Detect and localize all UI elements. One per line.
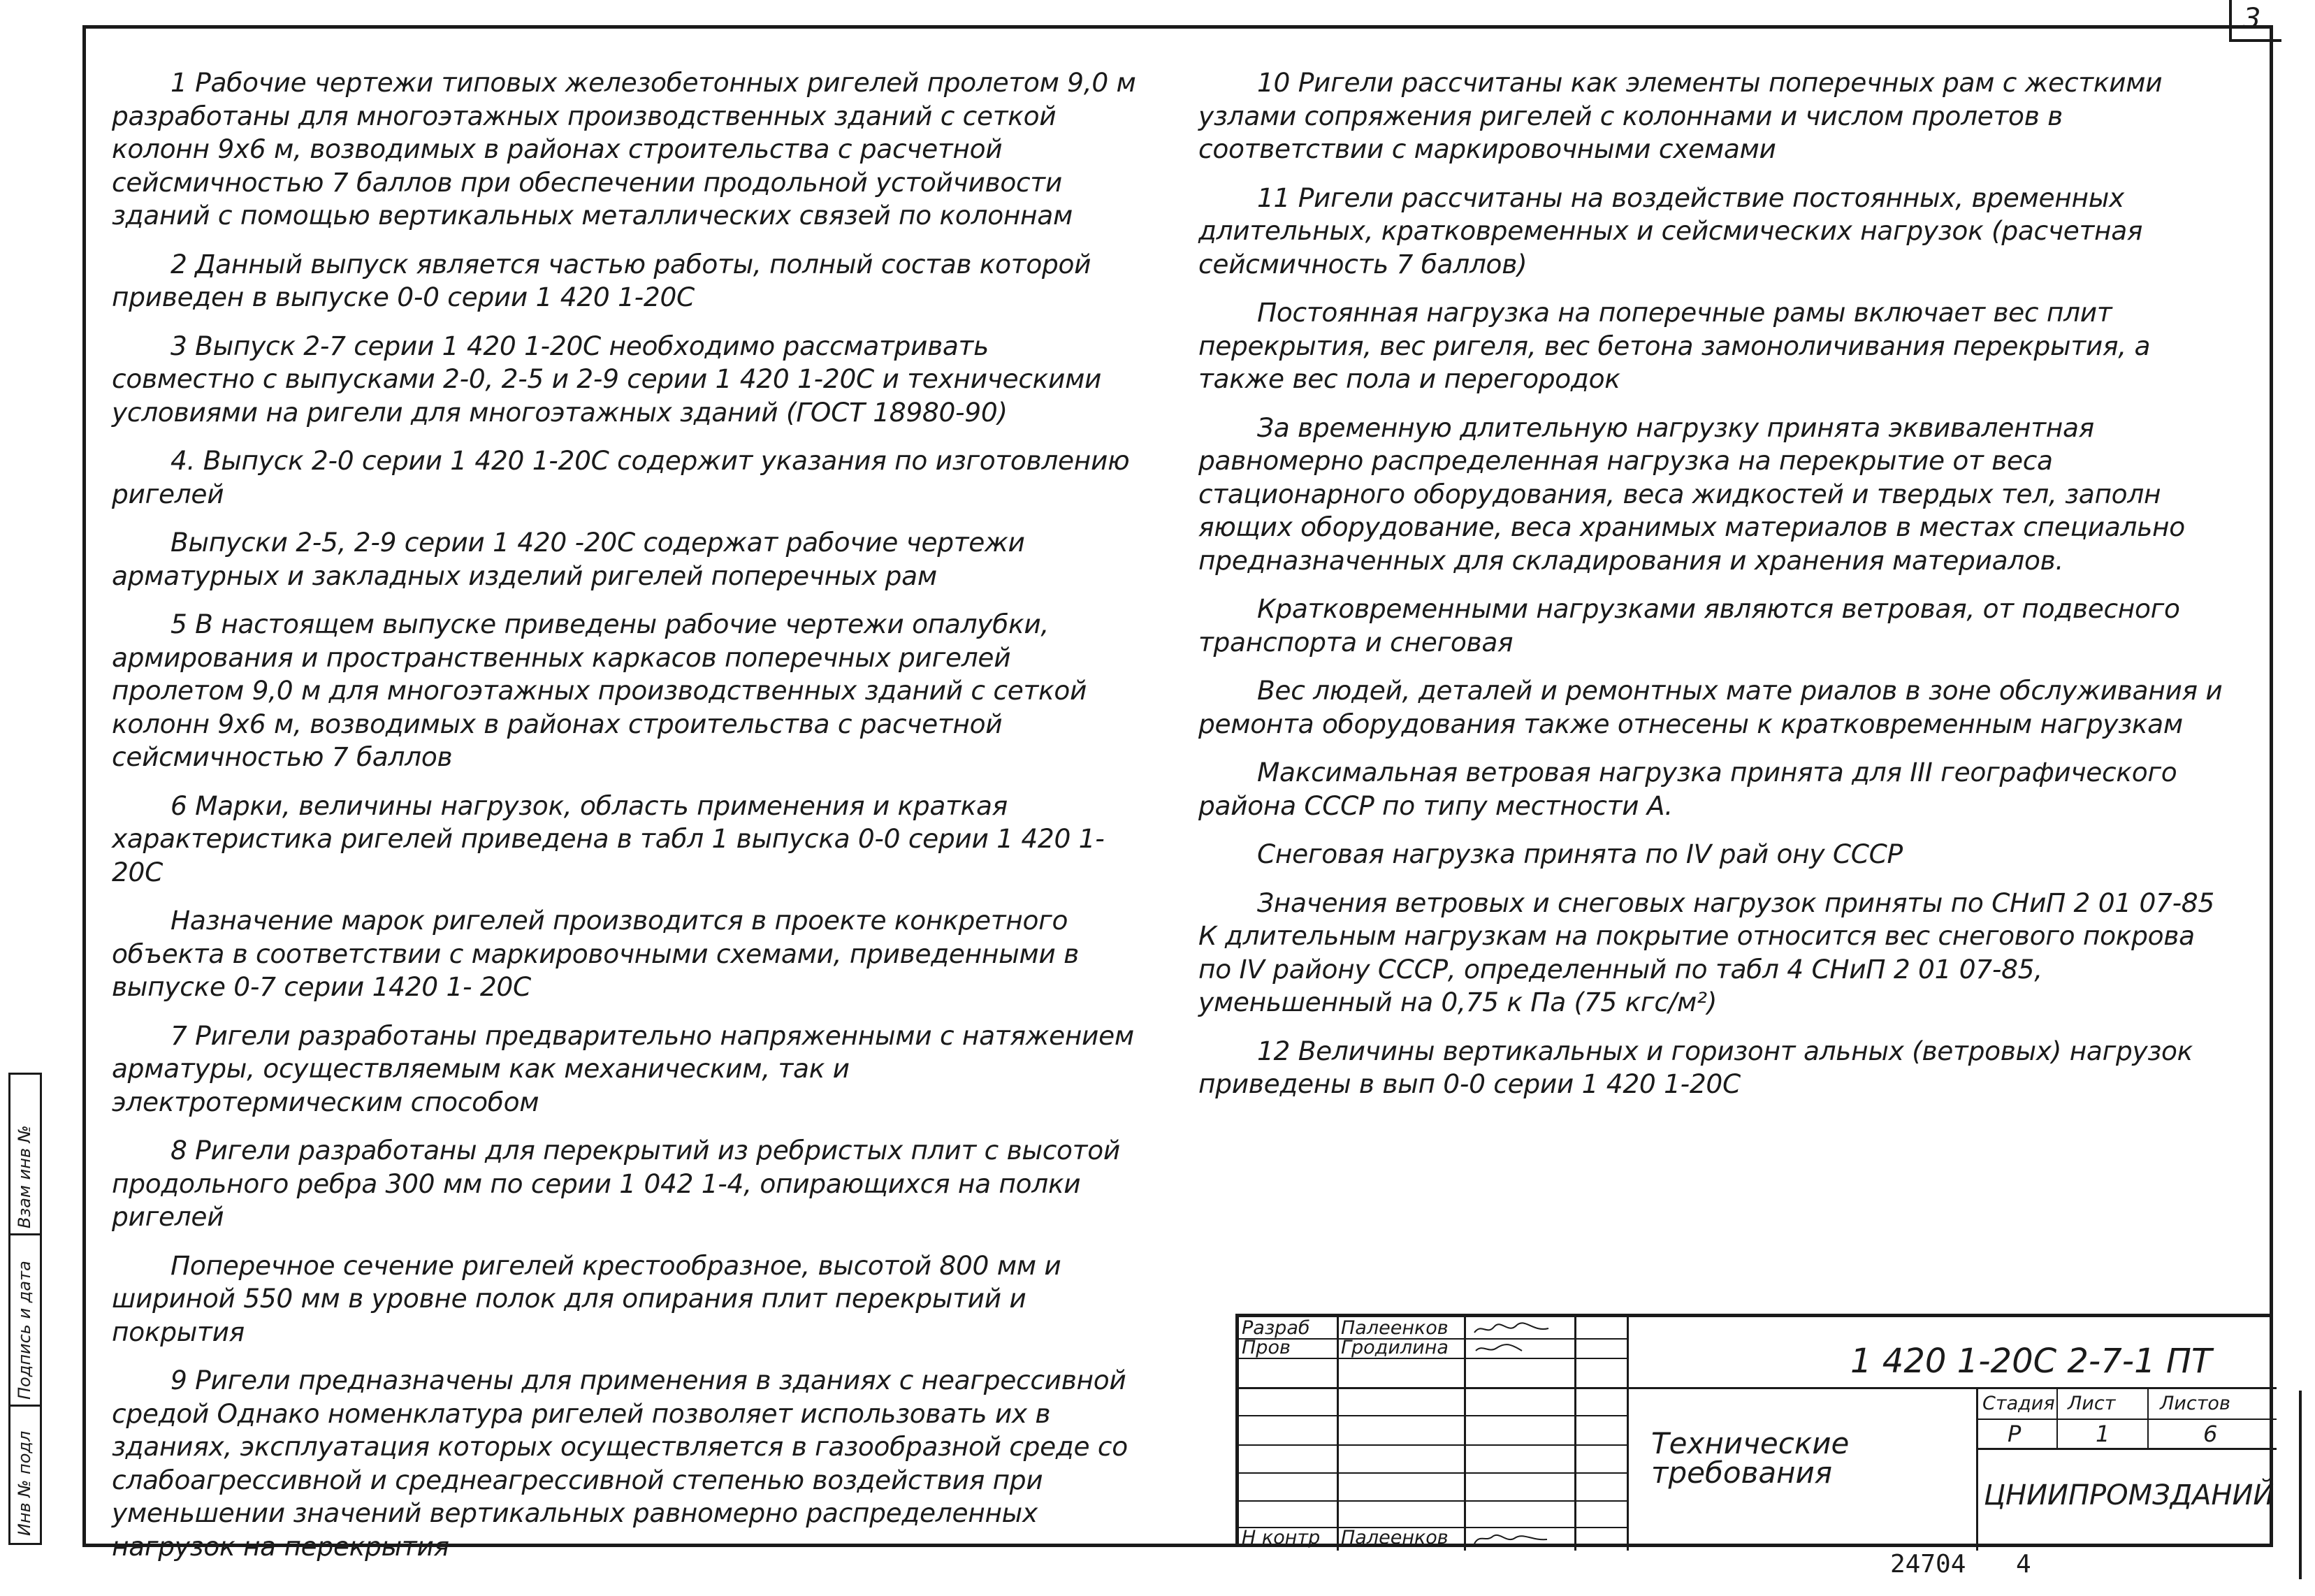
paragraph: Кратковременными нагрузками являются ветровая, от подвесного транспорта и снеговая [1198, 593, 2180, 658]
page-number: 3 [2243, 3, 2261, 35]
archive-number: 24704 [1890, 1550, 1966, 1579]
paragraph: 5 В настоящем выпуске приведены рабочие чертежи опалубки, армирования и пространственных каркасов поперечных ригелей пролетом 9,0 м для многоэтажных производственных зданий с сеткой колонн 9х6 м, возводимых в районах строительства с расчетной сейсмичностью 7 баллов [112, 609, 1087, 772]
paragraph: 7 Ригели разработаны предварительно напряженными с натяжением арматуры, осуществляемым как механическим, так и электротермическим способом [112, 1020, 1134, 1117]
organization-name: ЦНИИПРОМЗДАНИЙ [1984, 1479, 2274, 1511]
role-label: Н контр [1242, 1527, 1321, 1548]
sheets-value: 6 [2203, 1421, 2218, 1447]
margin-cell [10, 1075, 40, 1235]
paragraph: За временную длительную нагрузку принята эквивалентная равномерно распределенная нагрузка на перекрытие от веса стационарного оборудования, веса жидкостей и твердых тел, заполн яющих оборудование, веса хранимых материалов в местах специально предназначенных для складирования и хранения материалов. [1198, 412, 2185, 576]
paragraph: Снеговая нагрузка принята по IV рай ону СССР [1257, 839, 1903, 869]
paragraph: 9 Ригели предназначены для применения в зданиях с неагрессивной средой Однако номенклатура ригелей позволяет использовать их в зданиях, эксплуатация которых осуществляется в газообразной среде со слабоагрессивной и среднеагрессивной степенью воздействия при уменьшении значений вертикальных равномерно распределенных нагрузок на перекрытия [112, 1365, 1128, 1562]
paragraph: 6 Марки, величины нагрузок, область применения и краткая характеристика ригелей приведена в табл 1 выпуска 0-0 серии 1 420 1- 20С [112, 790, 1105, 887]
person-name: Палеенков [1341, 1527, 1449, 1548]
edge-mark [2299, 1391, 2302, 1579]
margin-label: Инв № подл [15, 1430, 34, 1536]
right-text-column [1198, 66, 2226, 1117]
paragraph: 4. Выпуск 2-0 серии 1 420 1-20С содержит указания по изготовлению ригелей [112, 445, 1130, 509]
paragraph: 8 Ригели разработаны для перекрытий из ребристых плит с высотой продольного ребра 300 мм по серии 1 042 1-4, опирающихся на полки ригелей [112, 1135, 1120, 1232]
paragraph: Максимальная ветровая нагрузка принята для III географического района СССР по типу местности А. [1198, 757, 2177, 821]
title-block [1235, 1314, 2273, 1547]
signature-icon [1473, 1531, 1550, 1546]
role-label: Разраб [1242, 1317, 1310, 1339]
document-title: Технические требования [1651, 1426, 1850, 1490]
person-name: Гродилина [1341, 1337, 1449, 1358]
paragraph: 11 Ригели рассчитаны на воздействие постоянных, временных длительных, кратковременных и сейсмических нагрузок (расчетная сейсмичность 7 баллов) [1198, 182, 2143, 280]
document-code: 1 420 1-20С 2-7-1 ПТ [1850, 1342, 2212, 1381]
sheets-header: Листов [2160, 1393, 2230, 1414]
paragraph: 1 Рабочие чертежи типовых железобетонных ригелей пролетом 9,0 м разработаны для многоэтажных производственных зданий с сеткой колонн 9х6 м, возводимых в районах строительства с расчетной сейсмичностью 7 баллов при обеспечении продольной устойчивости зданий с помощью вертикальных металлических связей по колоннам [112, 67, 1136, 231]
paragraph: Вес людей, деталей и ремонтных мате риалов в зоне обслуживания и ремонта оборудования также отнесены к кратковременным нагрузкам [1198, 675, 2223, 739]
margin-label: Подпись и дата [15, 1261, 34, 1400]
role-label: Пров [1242, 1337, 1291, 1358]
paragraph: 10 Ригели рассчитаны как элементы поперечных рам с жесткими узлами сопряжения ригелей с колоннами и числом пролетов в соответствии с маркировочными схемами [1198, 67, 2163, 164]
paragraph: Выпуски 2-5, 2-9 серии 1 420 -20С содержат рабочие чертежи арматурных и закладных изделий ригелей поперечных рам [112, 527, 1025, 591]
margin-cell [10, 1235, 40, 1407]
paragraph: Назначение марок ригелей производится в проекте конкретного объекта в соответствии с маркировочными схемами, приведенными в выпуске 0-7 серии 1420 1- 20С [112, 905, 1079, 1002]
stage-value: Р [2008, 1421, 2022, 1447]
paragraph: Поперечное сечение ригелей крестообразное, высотой 800 мм и шириной 550 мм в уровне полок для опирания плит перекрытий и покрытия [112, 1249, 1061, 1347]
copy-number: 4 [2016, 1550, 2031, 1579]
stage-header: Стадия [1982, 1393, 2055, 1414]
sheet-value: 1 [2096, 1421, 2110, 1447]
margin-label: Взам инв № [15, 1125, 34, 1228]
binding-margin-strip [8, 1073, 42, 1545]
paragraph: Постоянная нагрузка на поперечные рамы включает вес плит перекрытия, вес ригеля, вес бетона замоноличивания перекрытия, а также вес пола и перегородок [1198, 297, 2151, 394]
paragraph: 3 Выпуск 2-7 серии 1 420 1-20С необходимо рассматривать совместно с выпусками 2-0, 2-5 и 2-9 серии 1 420 1-20С и техническими условиями на ригели для многоэтажных зданий (ГОСТ 18980-90) [112, 330, 1102, 428]
paragraph: 12 Величины вертикальных и горизонт альных (ветровых) нагрузок приведены в вып 0-0 серии 1 420 1-20С [1198, 1035, 2193, 1099]
margin-cell [10, 1407, 40, 1543]
person-name: Палеенков [1341, 1317, 1449, 1339]
left-text-column [112, 66, 1139, 1579]
signature-icon [1473, 1321, 1550, 1337]
paragraph: Значения ветровых и снеговых нагрузок приняты по СНиП 2 01 07-85 К длительным нагрузкам на покрытие относится вес снегового покрова по IV району СССР, определенный по табл 4 СНиП 2 01 07-85, уменьшенный на 0,75 к Па (75 кгс/м²) [1198, 887, 2214, 1017]
signature-icon [1473, 1341, 1550, 1356]
sheet-header: Лист [2068, 1393, 2116, 1414]
paragraph: 2 Данный выпуск является частью работы, полный состав которой приведен в выпуске 0-0 серии 1 420 1-20С [112, 248, 1091, 312]
